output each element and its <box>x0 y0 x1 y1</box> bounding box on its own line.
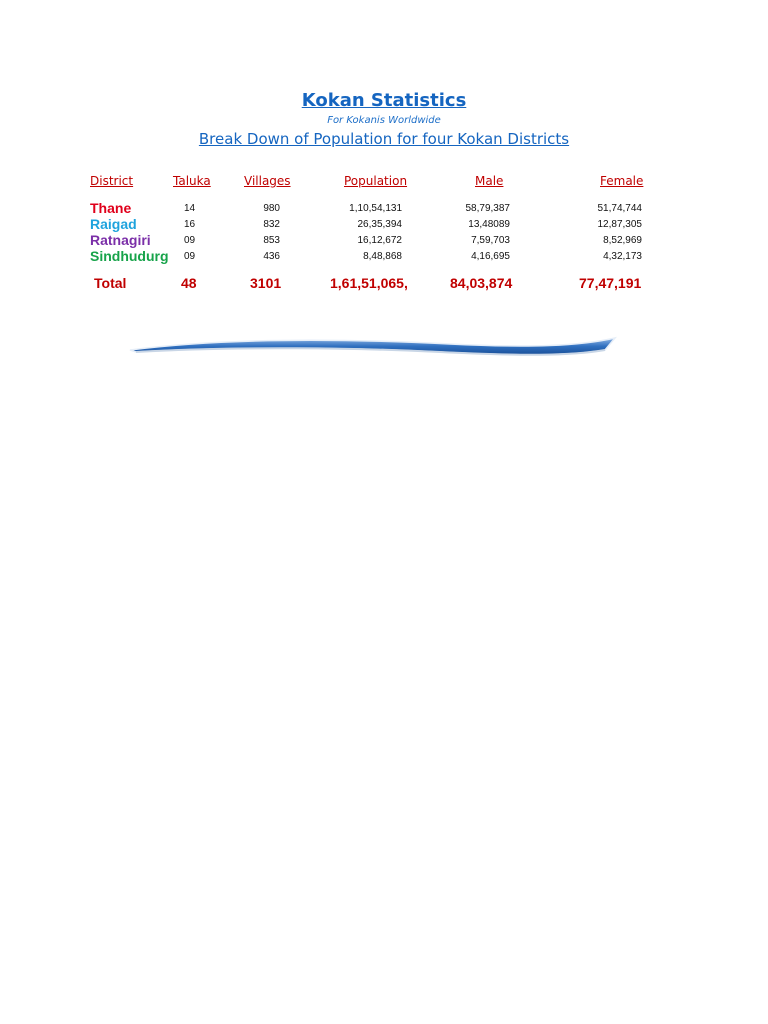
cell-female: 8,52,969 <box>603 235 642 246</box>
decorative-ribbon <box>120 330 620 360</box>
district-name: Raigad <box>90 216 137 232</box>
cell-villages: 980 <box>263 203 280 214</box>
cell-villages: 436 <box>263 251 280 262</box>
header-taluka: Taluka <box>173 174 211 188</box>
header-female: Female <box>600 174 644 188</box>
header-district: District <box>90 174 134 188</box>
cell-female: 51,74,744 <box>597 203 642 214</box>
cell-male: 13,48089 <box>468 219 510 230</box>
total-taluka: 48 <box>181 275 197 291</box>
cell-population: 16,12,672 <box>357 235 402 246</box>
cell-villages: 853 <box>263 235 280 246</box>
cell-taluka: 14 <box>184 203 196 214</box>
cell-female: 12,87,305 <box>597 219 642 230</box>
cell-taluka: 09 <box>184 251 196 262</box>
cell-population: 8,48,868 <box>363 251 402 262</box>
table-heading: Break Down of Population for four Kokan Districts <box>198 130 570 148</box>
page-subtitle: For Kokanis Worldwide <box>327 115 441 126</box>
page-title: Kokan Statistics <box>301 90 467 111</box>
cell-taluka: 16 <box>184 219 196 230</box>
district-name: Sindhudurg <box>90 248 169 264</box>
cell-taluka: 09 <box>184 235 196 246</box>
total-female: 77,47,191 <box>579 275 642 291</box>
total-label: Total <box>94 275 127 291</box>
header-population: Population <box>344 174 408 188</box>
total-male: 84,03,874 <box>450 275 513 291</box>
cell-population: 26,35,394 <box>357 219 402 230</box>
cell-male: 58,79,387 <box>465 203 510 214</box>
total-villages: 3101 <box>250 275 282 291</box>
cell-male: 7,59,703 <box>471 235 510 246</box>
cell-male: 4,16,695 <box>471 251 510 262</box>
district-name: Ratnagiri <box>90 232 151 248</box>
cell-female: 4,32,173 <box>603 251 642 262</box>
district-name: Thane <box>90 200 132 216</box>
header-male: Male <box>475 174 504 188</box>
cell-villages: 832 <box>263 219 280 230</box>
total-population: 1,61,51,065, <box>330 275 408 291</box>
header-villages: Villages <box>244 174 291 188</box>
cell-population: 1,10,54,131 <box>349 203 402 214</box>
